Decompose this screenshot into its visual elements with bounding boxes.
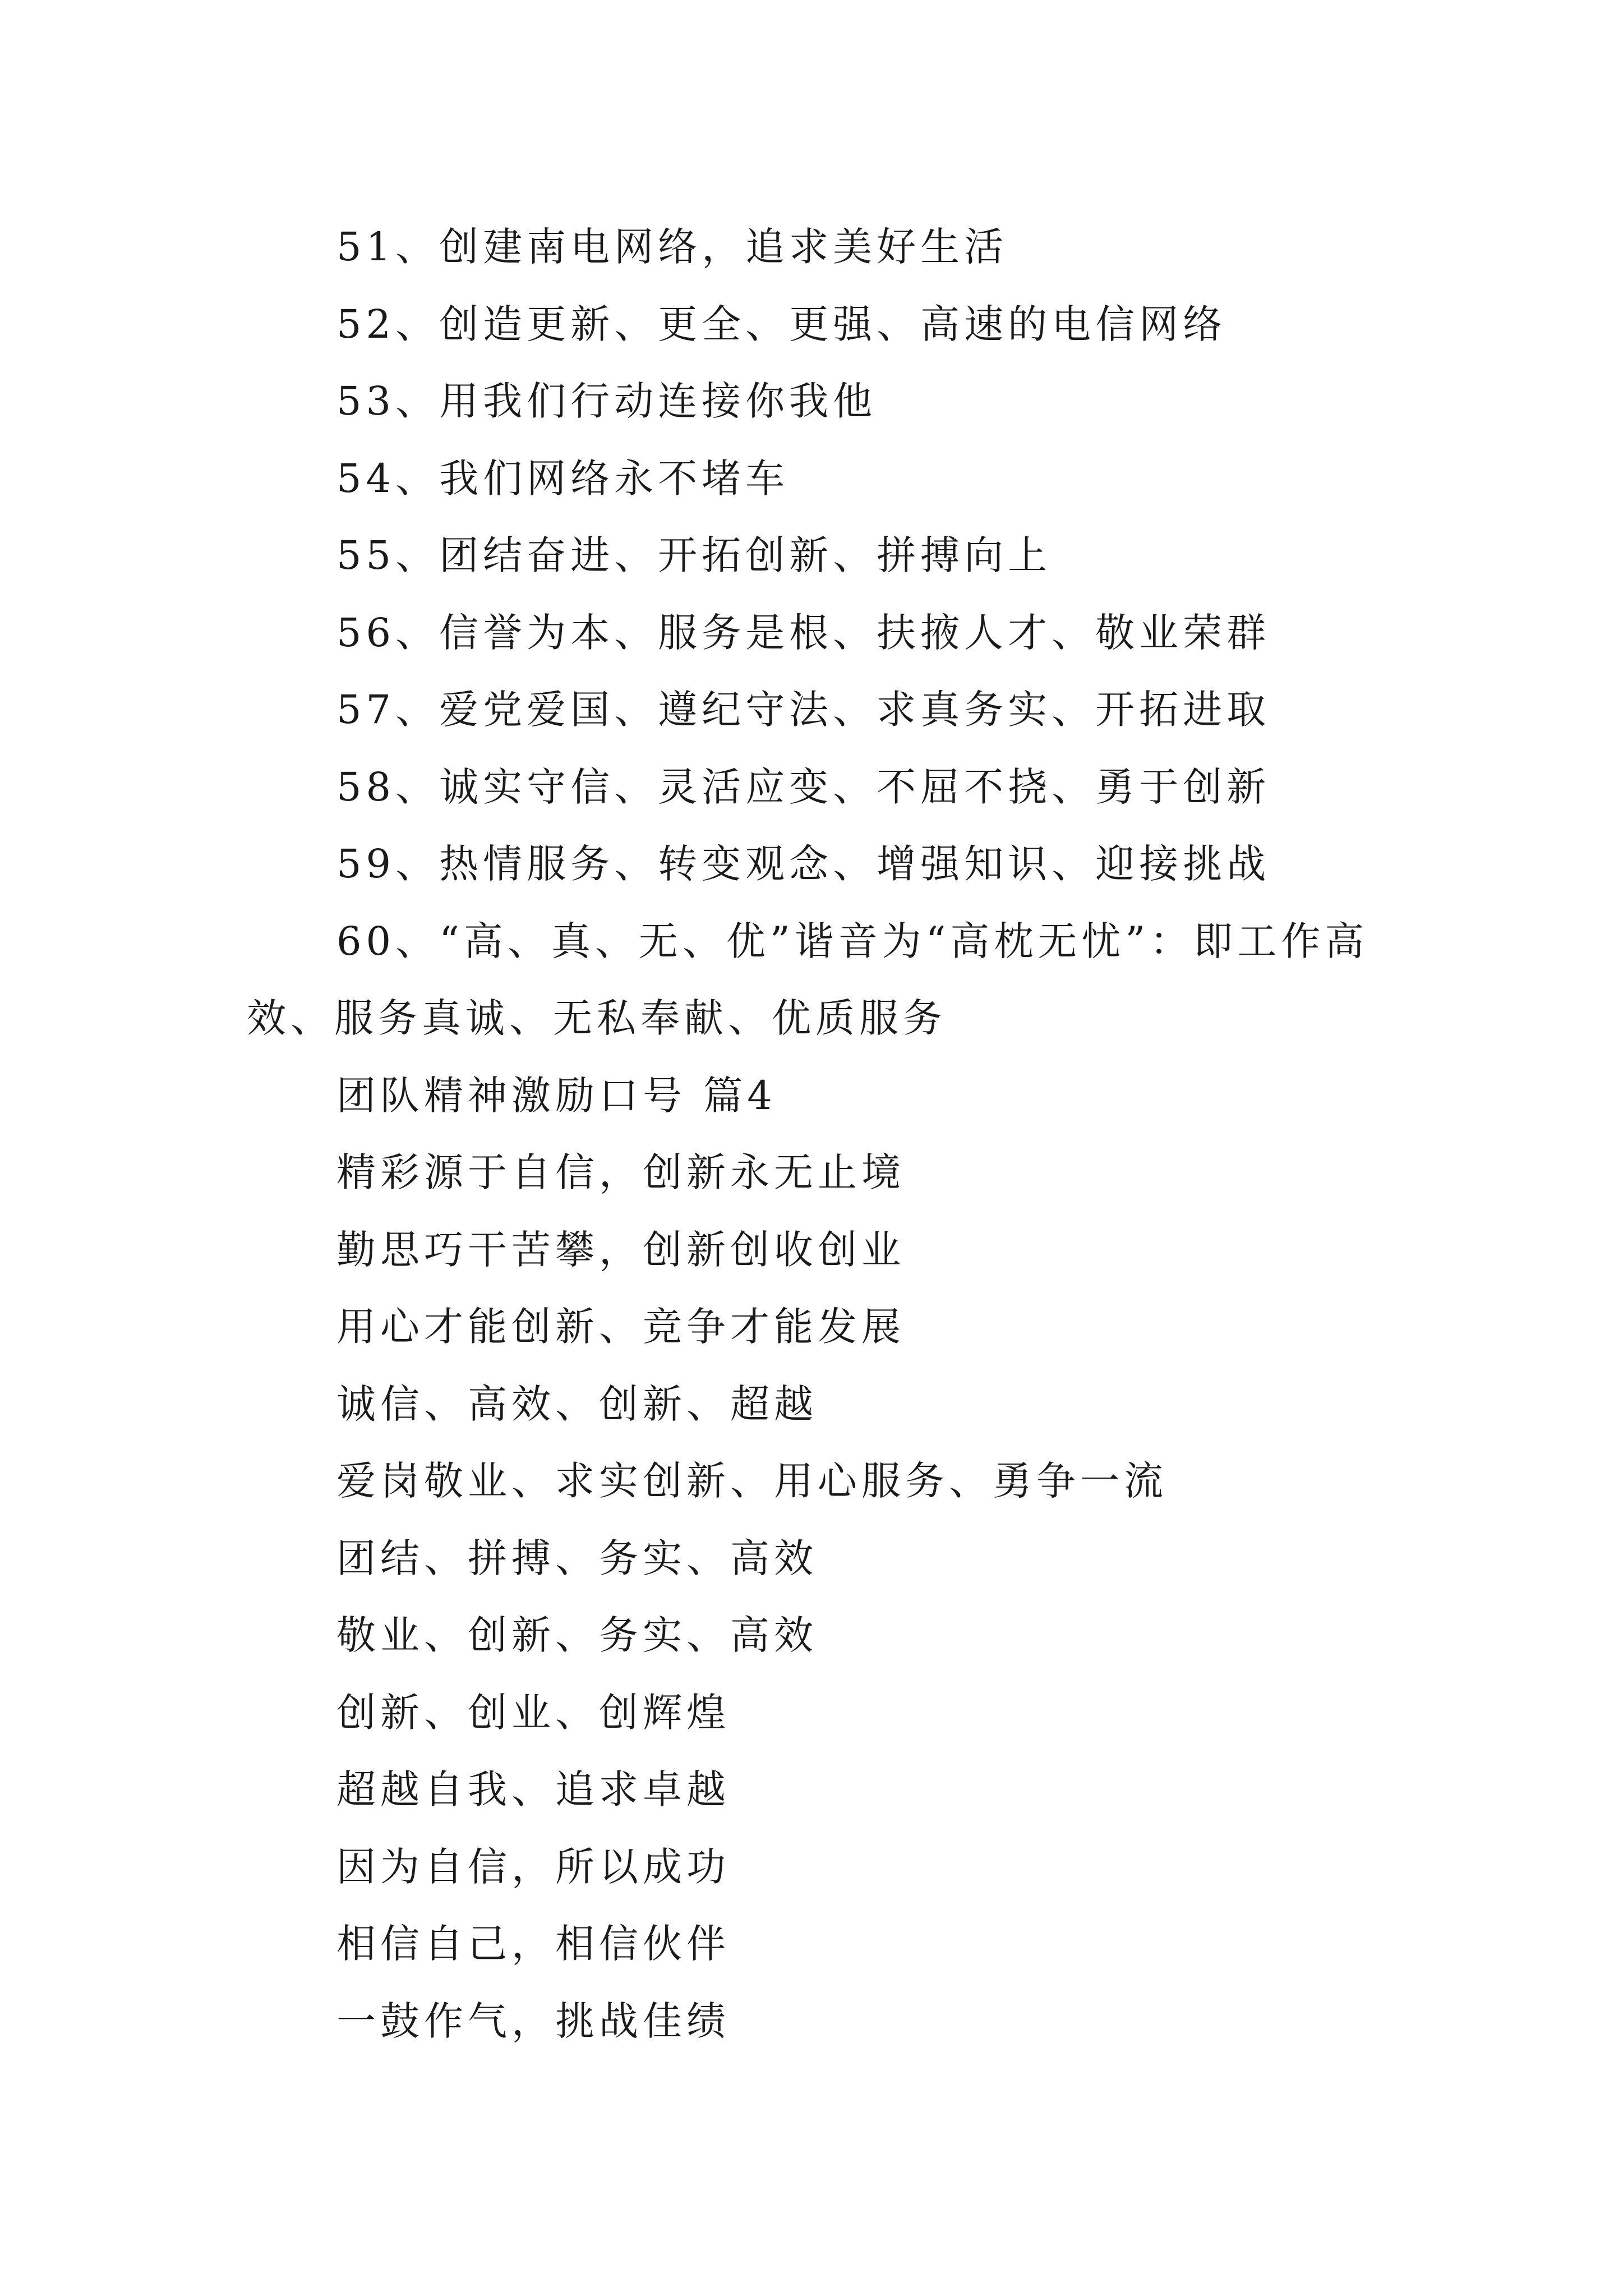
slogan-53: 53、用我们行动连接你我他 bbox=[336, 378, 877, 424]
slogan-item: 一鼓作气，挑战佳绩 bbox=[336, 1998, 730, 2044]
slogan-item: 因为自信，所以成功 bbox=[336, 1843, 730, 1890]
slogan-59: 59、热情服务、转变观念、增强知识、迎接挑战 bbox=[336, 841, 1271, 887]
slogan-51: 51、创建南电网络，追求美好生活 bbox=[336, 224, 1008, 270]
slogan-60: 60、“高、真、无、优”谐音为“高枕无忧”：即工作高效、服务真诚、无私奉献、优质服务 bbox=[247, 918, 1369, 1041]
slogan-item: 爱岗敬业、求实创新、用心服务、勇争一流 bbox=[336, 1458, 1168, 1504]
section-heading: 团队精神激励口号 篇4 bbox=[336, 1072, 777, 1119]
slogan-item: 超越自我、追求卓越 bbox=[336, 1766, 730, 1812]
slogan-item: 相信自己，相信伙伴 bbox=[336, 1921, 730, 1967]
document-body bbox=[247, 209, 1396, 2060]
slogan-item: 敬业、创新、务实、高效 bbox=[336, 1612, 818, 1658]
slogan-item: 精彩源于自信，创新永无止境 bbox=[336, 1149, 905, 1195]
slogan-52: 52、创造更新、更全、更强、高速的电信网络 bbox=[336, 301, 1227, 347]
slogan-56: 56、信誉为本、服务是根、扶掖人才、敬业荣群 bbox=[336, 609, 1271, 656]
slogan-item: 勤思巧干苦攀，创新创收创业 bbox=[336, 1226, 905, 1273]
slogan-item: 创新、创业、创辉煌 bbox=[336, 1689, 730, 1736]
slogan-57: 57、爱党爱国、遵纪守法、求真务实、开拓进取 bbox=[336, 687, 1271, 733]
slogan-54: 54、我们网络永不堵车 bbox=[336, 455, 790, 501]
slogan-item: 诚信、高效、创新、超越 bbox=[336, 1381, 818, 1427]
slogan-item: 团结、拼搏、务实、高效 bbox=[336, 1535, 818, 1581]
slogan-58: 58、诚实守信、灵活应变、不屈不挠、勇于创新 bbox=[336, 763, 1271, 810]
slogan-item: 用心才能创新、竞争才能发展 bbox=[336, 1304, 905, 1350]
slogan-55: 55、团结奋进、开拓创新、拼搏向上 bbox=[336, 532, 1052, 578]
